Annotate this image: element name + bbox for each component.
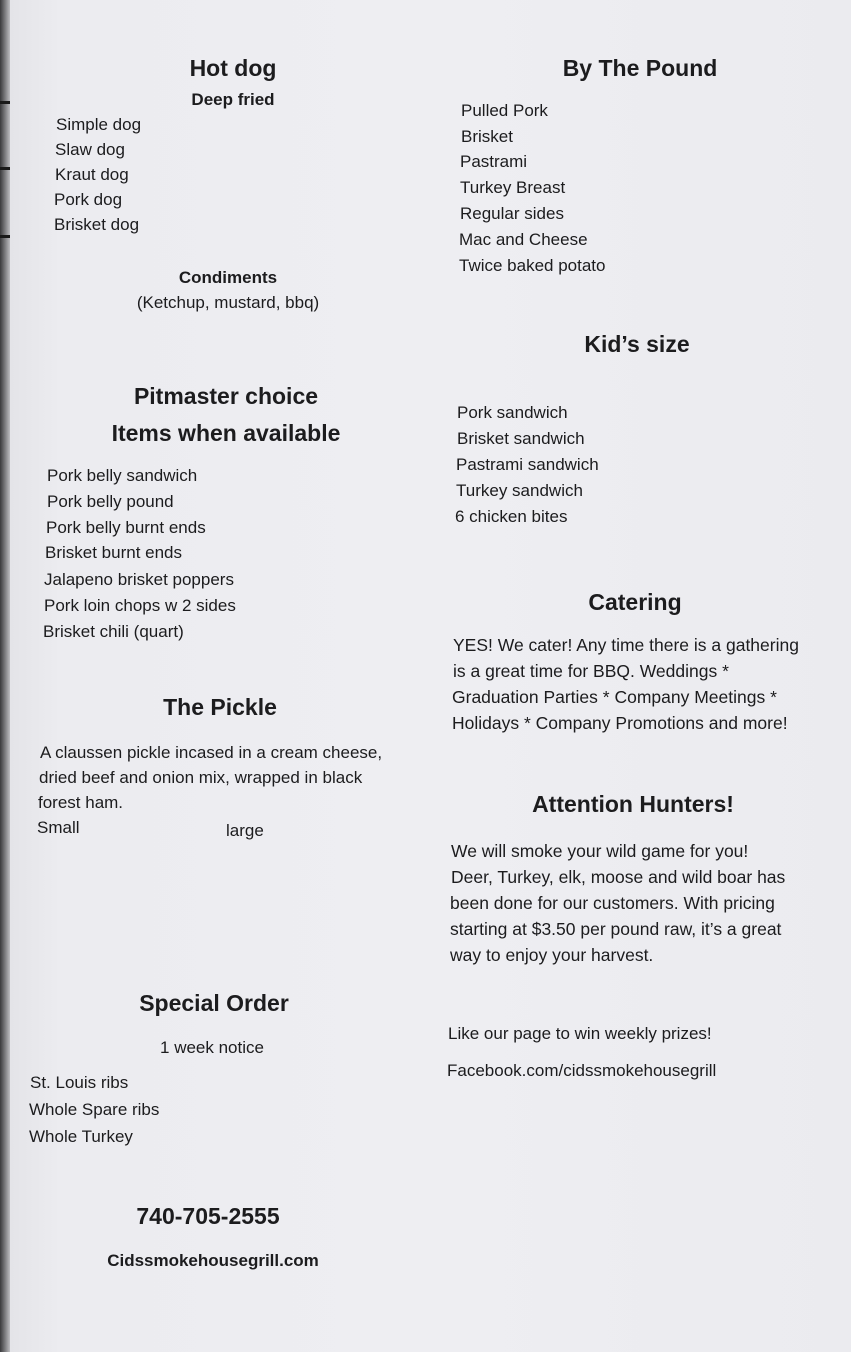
list-item: Turkey Breast: [460, 178, 566, 197]
list-item: Brisket sandwich: [457, 429, 585, 448]
facebook-link: Facebook.com/cidssmokehousegrill: [447, 1061, 717, 1080]
list-item: Pork belly burnt ends: [46, 518, 206, 537]
pitmaster-title: Pitmaster choice: [133, 383, 319, 409]
list-item: Pulled Pork: [461, 101, 548, 120]
pickle-size-large: large: [226, 821, 264, 840]
list-item: Pork belly pound: [47, 492, 174, 511]
kids-size-title: Kid’s size: [584, 331, 690, 357]
special-order-notice: 1 week notice: [160, 1038, 264, 1057]
condiments-text: (Ketchup, mustard, bbq): [136, 293, 320, 312]
catering-title: Catering: [588, 589, 682, 615]
list-item: Turkey sandwich: [456, 481, 583, 500]
list-item: Regular sides: [460, 204, 564, 223]
list-item: Mac and Cheese: [459, 230, 588, 249]
catering-text: Graduation Parties * Company Meetings *: [452, 687, 777, 707]
hunters-text: been done for our customers. With pricing: [450, 893, 775, 913]
list-item: Pork dog: [54, 190, 123, 209]
hunters-title: Attention Hunters!: [532, 791, 734, 817]
list-item: Pork sandwich: [457, 403, 568, 422]
website: Cidssmokehousegrill.com: [107, 1251, 319, 1270]
pickle-description: forest ham.: [38, 793, 124, 812]
list-item: Jalapeno brisket poppers: [44, 570, 234, 589]
list-item: Brisket: [461, 127, 513, 146]
hot-dog-subtitle: Deep fried: [191, 90, 275, 109]
list-item: Kraut dog: [55, 165, 129, 184]
prize-text: Like our page to win weekly prizes!: [448, 1024, 712, 1043]
list-item: Whole Spare ribs: [29, 1100, 160, 1119]
pickle-size-small: Small: [37, 818, 80, 837]
pitmaster-subtitle: Items when available: [111, 420, 341, 446]
list-item: Brisket dog: [54, 215, 140, 234]
hunters-text: We will smoke your wild game for you!: [451, 841, 749, 861]
list-item: Brisket chili (quart): [43, 622, 184, 641]
catering-text: Holidays * Company Promotions and more!: [452, 713, 788, 733]
condiments-title: Condiments: [178, 268, 278, 287]
list-item: Simple dog: [56, 115, 142, 134]
by-the-pound-title: By The Pound: [562, 55, 718, 81]
hot-dog-title: Hot dog: [189, 55, 277, 81]
list-item: 6 chicken bites: [455, 507, 568, 526]
list-item: Twice baked potato: [459, 256, 606, 275]
list-item: Pastrami sandwich: [456, 455, 599, 474]
pickle-title: The Pickle: [163, 694, 277, 720]
pickle-description: dried beef and onion mix, wrapped in black: [39, 768, 363, 787]
hunters-text: Deer, Turkey, elk, moose and wild boar has: [451, 867, 786, 887]
list-item: Brisket burnt ends: [45, 543, 183, 562]
pickle-description: A claussen pickle incased in a cream cheese,: [40, 743, 383, 762]
list-item: Pork loin chops w 2 sides: [44, 596, 236, 615]
list-item: Slaw dog: [55, 140, 125, 159]
list-item: Pastrami: [460, 152, 528, 171]
special-order-title: Special Order: [139, 990, 289, 1016]
list-item: St. Louis ribs: [30, 1073, 129, 1092]
phone-number: 740-705-2555: [136, 1203, 280, 1229]
list-item: Whole Turkey: [29, 1127, 133, 1146]
catering-text: YES! We cater! Any time there is a gathering: [453, 635, 799, 655]
catering-text: is a great time for BBQ. Weddings *: [453, 661, 729, 681]
list-item: Pork belly sandwich: [47, 466, 198, 485]
hunters-text: way to enjoy your harvest.: [450, 945, 654, 965]
page-shadow: [0, 0, 10, 1352]
hunters-text: starting at $3.50 per pound raw, it’s a great: [450, 919, 782, 939]
